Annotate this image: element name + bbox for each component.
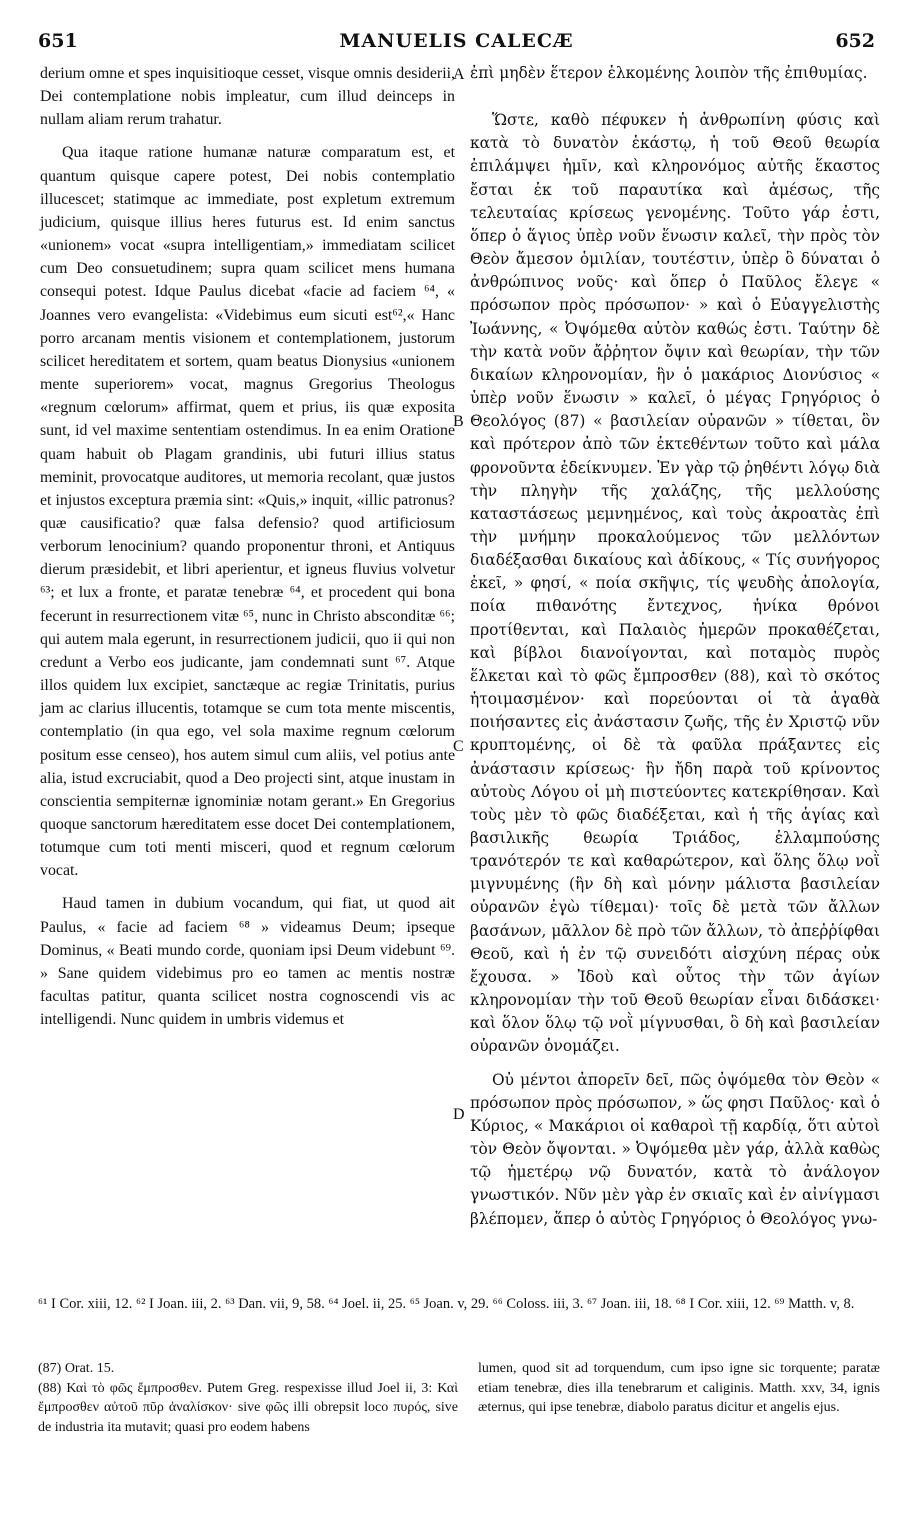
running-title: MANUELIS CALECÆ (339, 30, 574, 52)
latin-column (40, 62, 455, 1041)
greek-column (470, 62, 880, 1241)
note-87: (87) Orat. 15. (38, 1361, 115, 1376)
greek-paragraph-3: Οὐ μέντοι ἀπορεῖν δεῖ, πῶς ὀψόμεθα τὸν Θεὸν « πρόσωπον πρὸς πρόσωπον, » ὥς φησι Παῦλος· καὶ ὁ Κύριος, « Μακάριοι οἱ καθαροὶ τῇ καρδίᾳ, ὅτι αὐτοὶ τὸν Θεὸν ὄψονται. » Ὀψόμεθα μὲν γάρ, ἀλλὰ καθὼς τῷ ἡμετέρῳ νῷ δυνατόν, κατὰ τὸ ἀνάλογον γνωστικόν. Νῦν μὲν γὰρ ἐν σκιαῖς καὶ ἐν αἰνίγμασι βλέπομεν, ἅπερ ὁ αὐτὸς Γρηγόριος ὁ Θεολόγος γνω- (470, 1070, 880, 1228)
greek-paragraph-2: Ὥστε, καθὸ πέφυκεν ἡ ἀνθρωπίνη φύσις καὶ κατὰ τὸ δυνατὸν ἑκάστῳ, ἡ τοῦ Θεοῦ θεωρία ἐπιλάμψει ἡμῖν, καὶ κληρονόμος αὐτῆς ἕκαστος ἔσται ἐκ τοῦ παραυτίκα καὶ ἀμέσως, τῆς τελευταίας κρίσεως γενομένης. Τοῦτο γάρ ἐστι, ὅπερ ὁ ἅγιος ὑπὲρ νοῦν ἕνωσιν καλεῖ, τὴν πρὸς τὸν Θεὸν ἄμεσον ὁμιλίαν, τουτέστιν, ὑπὲρ ὃ δύναται ὁ ἀνθρώπινος νοῦς· καὶ ὅπερ ὁ Παῦλος ἔλεγε « πρόσωπον πρὸς πρόσωπον· » καὶ ὁ Εὐαγγελιστὴς Ἰωάννης, « Ὀψόμεθα αὐτὸν καθώς ἐστι. Ταύτην δὲ τὴν κατὰ νοῦν ἄῤῥητον ὄψιν καὶ θεωρίαν, τὴν τῶν δικαίων κληρονομίαν, ἣν ὁ μακάριος Διονύσιος « ὑπὲρ νοῦν ἕνωσιν » καλεῖ, ὁ μέγας Γρηγόριος ὁ Θεολόγος (87) « βασιλείαν οὐρανῶν » τίθεται, ὃν καὶ πρότερον ἀπὸ τῶν ἐκτεθέντων τοῦτο καὶ μάλα φρονοῦντα ἐδείκνυμεν. Ἐν γὰρ τῷ ῥηθέντι λόγῳ διὰ τὴν πληγὴν τῆς χαλάζης, τῆς μελλούσης καταστάσεως μεμνημένος, καὶ τοὺς ἀκροατὰς ἐπὶ τὴν μνήμην προκαλούμενος τῶν μελλόντων διαδέξασθαι δικαίους καὶ ἀδίκους, « Τίς συνήγορος ἐκεῖ, » φησί, « ποία σκῆψις, τίς ψευδὴς ἀπολογία, ποία πιθανότης ἔντεχνος, ἡνίκα θρόνοι προτίθενται, καὶ Παλαιὸς ἡμερῶν προκαθέζεται, καὶ βίβλοι διανοίγονται, καὶ ποταμὸς πυρὸς ἕλκεται καὶ τὸ φῶς ἔμπροσθεν (88), καὶ τὸ σκότος ἡτοιμασμένον· καὶ πορεύονται οἱ τὰ ἀγαθὰ ποιήσαντες εἰς ἀνάστασιν ζωῆς, τῆς ἐν Χριστῷ νῦν κρυπτομένης, οἱ δὲ τὰ φαῦλα πράξαντες εἰς ἀνάστασιν κρίσεως· ἣν ἤδη παρὰ τοῦ κρίνοντος αὐτοὺς Λόγου οἱ μὴ πιστεύοντες κατεκρίθησαν. Καὶ τοὺς μὲν τὸ φῶς διαδέξεται, καὶ ἡ τῆς ἁγίας καὶ βασιλικῆς θεωρία Τριάδος, ἐλλαμπούσης τρανότερόν τε καὶ καθαρώτερον, καὶ ὅλης ὅλῳ νοῒ μιγνυμένης (ἣν δὴ καὶ μόνην μάλιστα βασιλείαν οὐρανῶν ἐγὼ τίθεμαι)· τοῖς δὲ μετὰ τῶν ἄλλων βασάνων, μᾶλλον δὲ πρὸ τῶν ἄλλων, τὸ ἀπεῤῥίφθαι Θεοῦ, καὶ ἡ ἐν τῷ συνειδότι αἰσχύνη πέρας οὐκ ἔχουσα. » Ἰδοὺ καὶ οὗτος τὴν τῶν ἁγίων κληρονομίαν τὴν τοῦ Θεοῦ θεωρίαν εἶναι διδάσκει· καὶ ὅλον ὅλῳ τῷ νοῒ μίγνυσθαι, ὃ δὴ καὶ βασιλείαν οὐρανῶν ὀνομάζει. (470, 111, 880, 1056)
margin-letter-c: C (453, 738, 464, 755)
margin-letter-d: D (453, 1106, 465, 1123)
margin-letter-a: A (453, 66, 465, 83)
note-88: (88) Καὶ τὸ φῶς ἔμπροσθεν. Putem Greg. respexisse illud Joel ii, 3: Καὶ ἔμπροσθεν αὐτοῦ πῦρ ἀναλίσκον· sive φῶς illi obrepsit loco πυρός, sive de industria ita mutavit; quasi pro eodem habens (38, 1380, 458, 1435)
editor-notes-left (38, 1359, 458, 1437)
page-number-right: 652 (835, 30, 875, 52)
scripture-footnotes: ⁶¹ I Cor. xiii, 12. ⁶² I Joan. iii, 2. ⁶³ Dan. vii, 9, 58. ⁶⁴ Joel. ii, 25. ⁶⁵ Joan. v, 29. ⁶⁶ Coloss. iii, 3. ⁶⁷ Joan. iii, 18. ⁶⁸ I Cor. xiii, 12. ⁶⁹ Matth. v, 8. (38, 1296, 855, 1312)
greek-paragraph-1: ἐπὶ μηδὲν ἕτερον ἑλκομένης λοιπὸν τῆς ἐπιθυμίας. (470, 64, 868, 82)
latin-paragraph-1: derium omne et spes inquisitioque cesset, visque omnis desiderii, Dei contemplatione nobis impleatur, cum illud deinceps in nullam aliam rerum trahatur. (40, 65, 455, 129)
latin-paragraph-3: Haud tamen in dubium vocandum, qui fiat, ut quod ait Paulus, « facie ad faciem ⁶⁸ » videamus Deum; ipseque Dominus, « Beati mundo corde, quoniam ipsi Deum videbunt ⁶⁹. » Sane quidem videbimus pro eo tamen ac mentis nostræ facultas patitur, quanta scilicet nostra cognoscendi vis ac intelligendi. Nunc quidem in umbris videmus et (40, 895, 455, 1029)
note-88-continued: lumen, quod sit ad torquendum, cum ipso igne sic torquente; paratæ etiam tenebræ, dies illa tenebrarum et caliginis. Matth. xxv, 34, ignis æternus, qui ipse tenebræ, diabolo paratus dicitur et angelis ejus. (478, 1361, 880, 1415)
latin-paragraph-2: Qua itaque ratione humanæ naturæ comparatum est, et quantum quisque capere potest, Dei nobis contemplatio illucescet; statimque ac immediate, post expletum extremum judicium, quisque illius heres futurus est. Id enim sanctus «unionem» vocat «supra intelligentiam,» immediatam scilicet cum Deo consuetudinem; supra quam scilicet mens humana consequi potest. Idque Paulus dicebat «facie ad faciem ⁶⁴, « Joannes vero evangelista: «Videbimus eum sicuti est⁶²,« Hanc porro arcanam mentis visionem et contemplationem, justorum scilicet hereditatem et sortem, quam beatus Dionysius «unionem mente superiorem» vocat, magnus Gregorius Theologus «regnum cœlorum» affirmat, quem et prius, iis quæ exposita sunt, id vel maxime sententiam ostendimus. In ea enim Oratione quam habuit ob Plagam grandinis, ubi futuri illius status meminit, provocatque auditores, ut memoria recolant, quæ justos et injustos exceptura præmia sint: «Quis,» inquit, «illic patronus? quæ causificatio? quæ falsa defensio? quod artificiosum verborum lenocinium? quando proponentur throni, et Antiquus dierum præsidebit, et libri aperientur, et igneus fluvius volvetur ⁶³; et lux a fronte, et paratæ tenebræ ⁶⁴, et procedent qui bona fecerunt in resurrectionem vitæ ⁶⁵, nunc in Christo absconditæ ⁶⁶; qui autem mala egerunt, in resurrectionem judicii, quo ii qui non credunt a Verbo eos judicante, jam condemnati sunt ⁶⁷. Atque illos quidem lux excipiet, sanctæque ac regiæ Trinitatis, purius jam ac clarius illucentis, totamque se cum tota mente miscentis, contemplatio (in qua ego, vel sola maxime regnum cœlorum positum esse censeo), hos autem simul cum aliis, vel potius ante alia, istud excruciabit, quod a Deo projecti sint, atque inustam in conscientia sempiternæ ignominiæ notam gerant.» En Gregorius quoque sanctorum hæreditatem esse docet Dei contemplationem, totumque cum toti menti misceri, quod et regnum cœlorum vocat. (40, 144, 455, 880)
editor-notes-right (478, 1359, 880, 1418)
margin-letter-b: B (453, 413, 464, 430)
page-number-left: 651 (38, 30, 78, 52)
